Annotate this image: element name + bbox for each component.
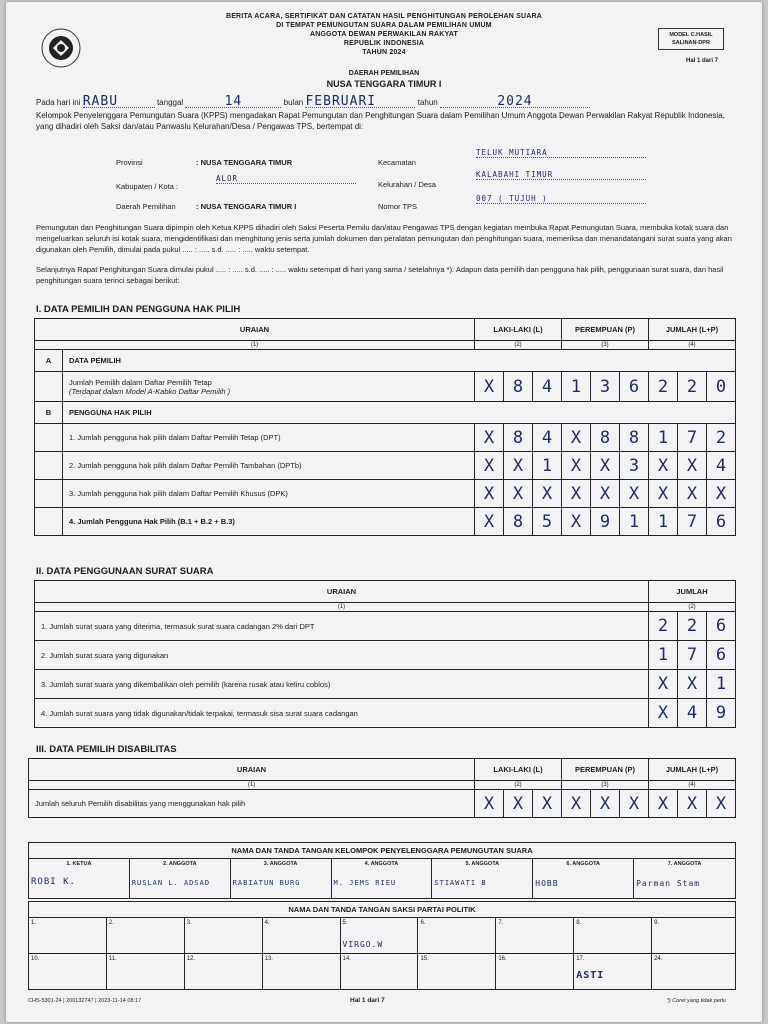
digit-cell: 6 <box>707 612 736 641</box>
kelurahan-value: KALABAHI TIMUR <box>476 170 646 180</box>
dapil-label: DAERAH PEMILIHAN <box>348 70 420 77</box>
model-sublabel: SALINAN-DPR <box>672 40 710 46</box>
digit-cell: 7 <box>678 641 707 670</box>
model-label: MODEL C.HASIL <box>669 32 713 38</box>
intro-paragraph: Kelompok Penyelenggara Pemungutan Suara (KPPS) mengadakan Rapat Pemungutan dan Penghitungan Suara dalam Pemilihan Umum Anggota Dewan Perwakilan Rakyat Republik Indonesia, yang dihadiri oleh Saksi dan/atau Panwaslu Kelurahan/Desa / Pengawas TPS, bertempat di: <box>36 111 725 131</box>
role-label: 5. ANGGOTA <box>465 861 500 867</box>
digit-cell: 8 <box>504 424 533 452</box>
digit-cell: 1 <box>649 424 678 452</box>
digit-cell: 1 <box>562 372 591 402</box>
bulan-value: FEBRUARI <box>305 96 415 108</box>
col-jumlah: JUMLAH (L+P) <box>649 319 736 341</box>
group-a-letter: A <box>35 350 63 372</box>
signature: RUSLAN L. ADSAD <box>131 879 211 887</box>
digit-cell: 1 <box>649 641 678 670</box>
digit-cell: X <box>620 790 649 818</box>
hari-value: RABU <box>83 96 155 108</box>
col-index: (3) <box>562 341 649 350</box>
saksi-slot: 7. <box>496 918 574 954</box>
digit-cell: X <box>504 480 533 508</box>
saksi-slot: 13. <box>262 954 340 990</box>
section-1-title: I. DATA PEMILIH DAN PENGGUNA HAK PILIH <box>36 304 241 315</box>
signature: Parman Stam <box>636 879 701 888</box>
group-b-letter: B <box>35 402 63 424</box>
digit-cell: 6 <box>620 372 649 402</box>
digit-cell: X <box>562 790 591 818</box>
digit-cell: X <box>475 452 504 480</box>
kecamatan-value: TELUK MUTIARA <box>476 148 646 158</box>
digit-cell: 8 <box>620 424 649 452</box>
signature: VIRGO.W <box>342 940 384 949</box>
row-label: 3. Jumlah pengguna hak pilih dalam Daftar Pemilih Khusus (DPK) <box>63 480 475 508</box>
digit-cell: 9 <box>707 699 736 728</box>
digit-cell: 4 <box>678 699 707 728</box>
tahun-value: 2024 <box>440 96 590 108</box>
counting-paragraph: Selanjutnya Rapat Penghitungan Suara dimulai pukul ..... : ..... s.d. ..... : ..... waktu setempat di hari yang sama / setelahnya *). Adapun data pemilih dan pengguna hak pilih, penggunaan surat suara, dan hasil penghitungan suara terinci sebagai berikut: <box>36 265 724 285</box>
section-3-title: III. DATA PEMILIH DISABILITAS <box>36 744 177 755</box>
digit-cell: X <box>707 480 736 508</box>
row-label: 2. Jumlah surat suara yang digunakan <box>35 641 649 670</box>
digit-cell: X <box>533 480 562 508</box>
col-index: (4) <box>649 341 736 350</box>
col-perempuan: PEREMPUAN (P) <box>562 319 649 341</box>
provinsi-label: Provinsi <box>116 158 143 167</box>
row-label: 4. Jumlah surat suara yang tidak digunakan/tidak terpakai, termasuk sisa surat suara cadangan <box>35 699 649 728</box>
digit-cell: 2 <box>649 372 678 402</box>
digit-cell: 4 <box>533 372 562 402</box>
col-uraian: URAIAN <box>35 581 649 603</box>
signature: HOBB <box>535 879 559 888</box>
col-uraian: URAIAN <box>29 759 475 781</box>
saksi-slot: 6. <box>418 918 496 954</box>
col-index: (2) <box>475 781 562 790</box>
voter-data-table <box>34 318 736 536</box>
header-line: REPUBLIK INDONESIA <box>343 40 425 47</box>
digit-cell: 2 <box>649 612 678 641</box>
tps-label: Nomor TPS <box>378 202 418 211</box>
digit-cell: 6 <box>707 641 736 670</box>
saksi-slot: 4. <box>262 918 340 954</box>
digit-cell: X <box>707 790 736 818</box>
digit-cell: 3 <box>591 372 620 402</box>
signature: ASTI <box>576 970 605 981</box>
header-line: TAHUN 2024 <box>362 49 406 56</box>
digit-cell: 0 <box>707 372 736 402</box>
kpps-signature-table <box>28 842 736 899</box>
provinsi-value: : NUSA TENGGARA TIMUR <box>196 158 293 167</box>
row-label: 2. Jumlah pengguna hak pilih dalam Daftar Pemilih Tambahan (DPTb) <box>63 452 475 480</box>
col-laki: LAKI-LAKI (L) <box>475 319 562 341</box>
footer-page: Hal 1 dari 7 <box>350 997 385 1004</box>
kabupaten-label: Kabupaten / Kota : <box>116 182 179 191</box>
digit-cell: X <box>649 480 678 508</box>
signature: ROBI K. <box>31 877 76 887</box>
dapil-row-value: : NUSA TENGGARA TIMUR I <box>196 202 297 211</box>
ballot-usage-table <box>34 580 736 728</box>
role-label: 6. ANGGOTA <box>566 861 600 867</box>
col-index: (1) <box>29 781 475 790</box>
saksi-slot: 3. <box>184 918 262 954</box>
row-label: 3. Jumlah surat suara yang dikembalikan oleh pemilih (karena rusak atau keliru coblos) <box>35 670 649 699</box>
digit-cell: X <box>504 790 533 818</box>
digit-cell: X <box>475 508 504 536</box>
tps-value: 007 ( TUJUH ) <box>476 194 646 204</box>
saksi-slot: 8. <box>574 918 652 954</box>
row-label: 1. Jumlah pengguna hak pilih dalam Daftar Pemilih Tetap (DPT) <box>63 424 475 452</box>
digit-cell: 8 <box>591 424 620 452</box>
digit-cell: 7 <box>678 508 707 536</box>
digit-cell: 6 <box>707 508 736 536</box>
document-header <box>6 12 762 57</box>
digit-cell: X <box>475 372 504 402</box>
digit-cell: X <box>475 480 504 508</box>
saksi-slot: 24. <box>652 954 736 990</box>
footer-code: CHS-5301-24 | 200132747 | 2023-11-14 08:17 <box>28 998 142 1004</box>
role-label: 4. ANGGOTA <box>364 861 399 867</box>
group-a-title: DATA PEMILIH <box>63 350 736 372</box>
signature: M. JEMS RIEU <box>333 879 397 887</box>
digit-cell: X <box>504 452 533 480</box>
saksi-slot: 16. <box>496 954 574 990</box>
role-label: 2. ANGGOTA <box>162 861 197 867</box>
row-label: 4. Jumlah Pengguna Hak Pilih (B.1 + B.2 + B.3) <box>63 508 475 536</box>
col-jumlah: JUMLAH <box>649 581 736 603</box>
footer-note: *) Coret yang tidak perlu <box>666 998 726 1004</box>
procedure-paragraph: Pemungutan dan Penghitungan Suara dipimpin oleh Ketua KPPS dihadiri oleh Saksi Peserta Pemilu dan/atau Pengawas TPS dengan kegiatan membuka Rapat Pemungutan Suara, membuka kotak suara dan mengeluarkan seluruh isi kotak suara, mengidentifikasi dan menghitung jenis serta jumlah dokumen dan peralatan pemungutan dan penghitungan suara, memeriksa dan menandatangani surat suara yang akan digunakan oleh Pemilih, dimulai pada pukul ..... : ..... s.d. ..... : ..... waktu setempat. <box>36 223 732 254</box>
role-label: 3. ANGGOTA <box>263 861 298 867</box>
digit-cell: 4 <box>533 424 562 452</box>
signature: STIAWATI B <box>434 879 487 887</box>
saksi-slot: 17. <box>576 956 585 962</box>
digit-cell: 2 <box>678 372 707 402</box>
tahun-label: tahun <box>417 98 438 107</box>
digit-cell: 1 <box>533 452 562 480</box>
role-label: 7. ANGGOTA <box>667 861 702 867</box>
digit-cell: X <box>678 452 707 480</box>
hari-label: Pada hari ini <box>36 98 81 107</box>
digit-cell: X <box>620 480 649 508</box>
col-jumlah: JUMLAH (L+P) <box>649 759 736 781</box>
col-laki: LAKI-LAKI (L) <box>475 759 562 781</box>
kelurahan-label: Kelurahan / Desa <box>378 180 436 189</box>
saksi-slot: 15. <box>418 954 496 990</box>
col-index: (2) <box>649 603 736 612</box>
page-number: Hal 1 dari 7 <box>685 58 718 64</box>
saksi-signature-table <box>28 901 736 990</box>
digit-cell: 1 <box>649 508 678 536</box>
digit-cell: X <box>533 790 562 818</box>
saksi-slot: 12. <box>184 954 262 990</box>
dapil-name: NUSA TENGGARA TIMUR I <box>326 79 442 89</box>
digit-cell: X <box>678 480 707 508</box>
digit-cell: X <box>562 452 591 480</box>
digit-cell: X <box>678 670 707 699</box>
digit-cell: X <box>591 480 620 508</box>
signature: RABIATUN BURG <box>232 879 301 887</box>
digit-cell: X <box>562 424 591 452</box>
col-index: (2) <box>475 341 562 350</box>
digit-cell: 4 <box>707 452 736 480</box>
digit-cell: 2 <box>707 424 736 452</box>
row-label: Jumlah seluruh Pemilih disabilitas yang menggunakan hak pilih <box>29 790 475 818</box>
digit-cell: X <box>649 790 678 818</box>
saksi-slot: 5. <box>342 920 348 926</box>
digit-cell: 9 <box>591 508 620 536</box>
digit-cell: X <box>678 790 707 818</box>
kabupaten-value: ALOR <box>216 174 356 184</box>
disability-table <box>28 758 736 818</box>
digit-cell: X <box>475 424 504 452</box>
col-perempuan: PEREMPUAN (P) <box>562 759 649 781</box>
digit-cell: X <box>649 452 678 480</box>
saksi-slot: 9. <box>652 918 736 954</box>
digit-cell: 3 <box>620 452 649 480</box>
row-label: Jumlah Pemilih dalam Daftar Pemilih Tetap <box>69 377 212 387</box>
form-sheet <box>6 2 762 1022</box>
col-uraian: URAIAN <box>35 319 475 341</box>
col-index: (1) <box>35 341 475 350</box>
model-badge <box>658 28 724 50</box>
digit-cell: 1 <box>707 670 736 699</box>
digit-cell: X <box>649 699 678 728</box>
dapil-row-label: Daerah Pemilihan <box>116 202 176 211</box>
saksi-slot: 10. <box>29 954 107 990</box>
digit-cell: X <box>562 480 591 508</box>
group-b-title: PENGGUNA HAK PILIH <box>63 402 736 424</box>
saksi-slot: 2. <box>106 918 184 954</box>
intro-line <box>36 96 736 108</box>
header-line: ANGGOTA DEWAN PERWAKILAN RAKYAT <box>309 31 459 38</box>
digit-cell: X <box>591 452 620 480</box>
section-2-title: II. DATA PENGGUNAAN SURAT SUARA <box>36 566 214 577</box>
dapil-block <box>6 70 762 89</box>
digit-cell: 8 <box>504 508 533 536</box>
saksi-slot: 1. <box>29 918 107 954</box>
role-label: 1. KETUA <box>66 861 92 867</box>
tanggal-value: 14 <box>185 96 281 108</box>
col-index: (1) <box>35 603 649 612</box>
digit-cell: 1 <box>620 508 649 536</box>
digit-cell: 8 <box>504 372 533 402</box>
digit-cell: X <box>649 670 678 699</box>
header-line: BERITA ACARA, SERTIFIKAT DAN CATATAN HASIL PENGHITUNGAN PEROLEHAN SUARA <box>225 13 543 20</box>
row-sublabel: (Terdapat dalam Model A-Kabko Daftar Pemilih ) <box>69 386 231 396</box>
saksi-slot: 14. <box>340 954 418 990</box>
saksi-slot: 11. <box>106 954 184 990</box>
digit-cell: X <box>591 790 620 818</box>
row-label: 1. Jumlah surat suara yang diterima, termasuk surat suara cadangan 2% dari DPT <box>35 612 649 641</box>
bulan-label: bulan <box>283 98 304 107</box>
kecamatan-label: Kecamatan <box>378 158 416 167</box>
tanggal-label: tanggal <box>156 98 184 107</box>
digit-cell: X <box>475 790 504 818</box>
digit-cell: X <box>562 508 591 536</box>
digit-cell: 2 <box>678 612 707 641</box>
digit-cell: 7 <box>678 424 707 452</box>
header-line: DI TEMPAT PEMUNGUTAN SUARA DALAM PEMILIHAN UMUM <box>276 22 492 29</box>
saksi-signature-title: NAMA DAN TANDA TANGAN SAKSI PARTAI POLITIK <box>29 902 736 918</box>
col-index: (3) <box>562 781 649 790</box>
digit-cell: 5 <box>533 508 562 536</box>
kpps-signature-title: NAMA DAN TANDA TANGAN KELOMPOK PENYELENGGARA PEMUNGUTAN SUARA <box>29 843 736 859</box>
col-index: (4) <box>649 781 736 790</box>
